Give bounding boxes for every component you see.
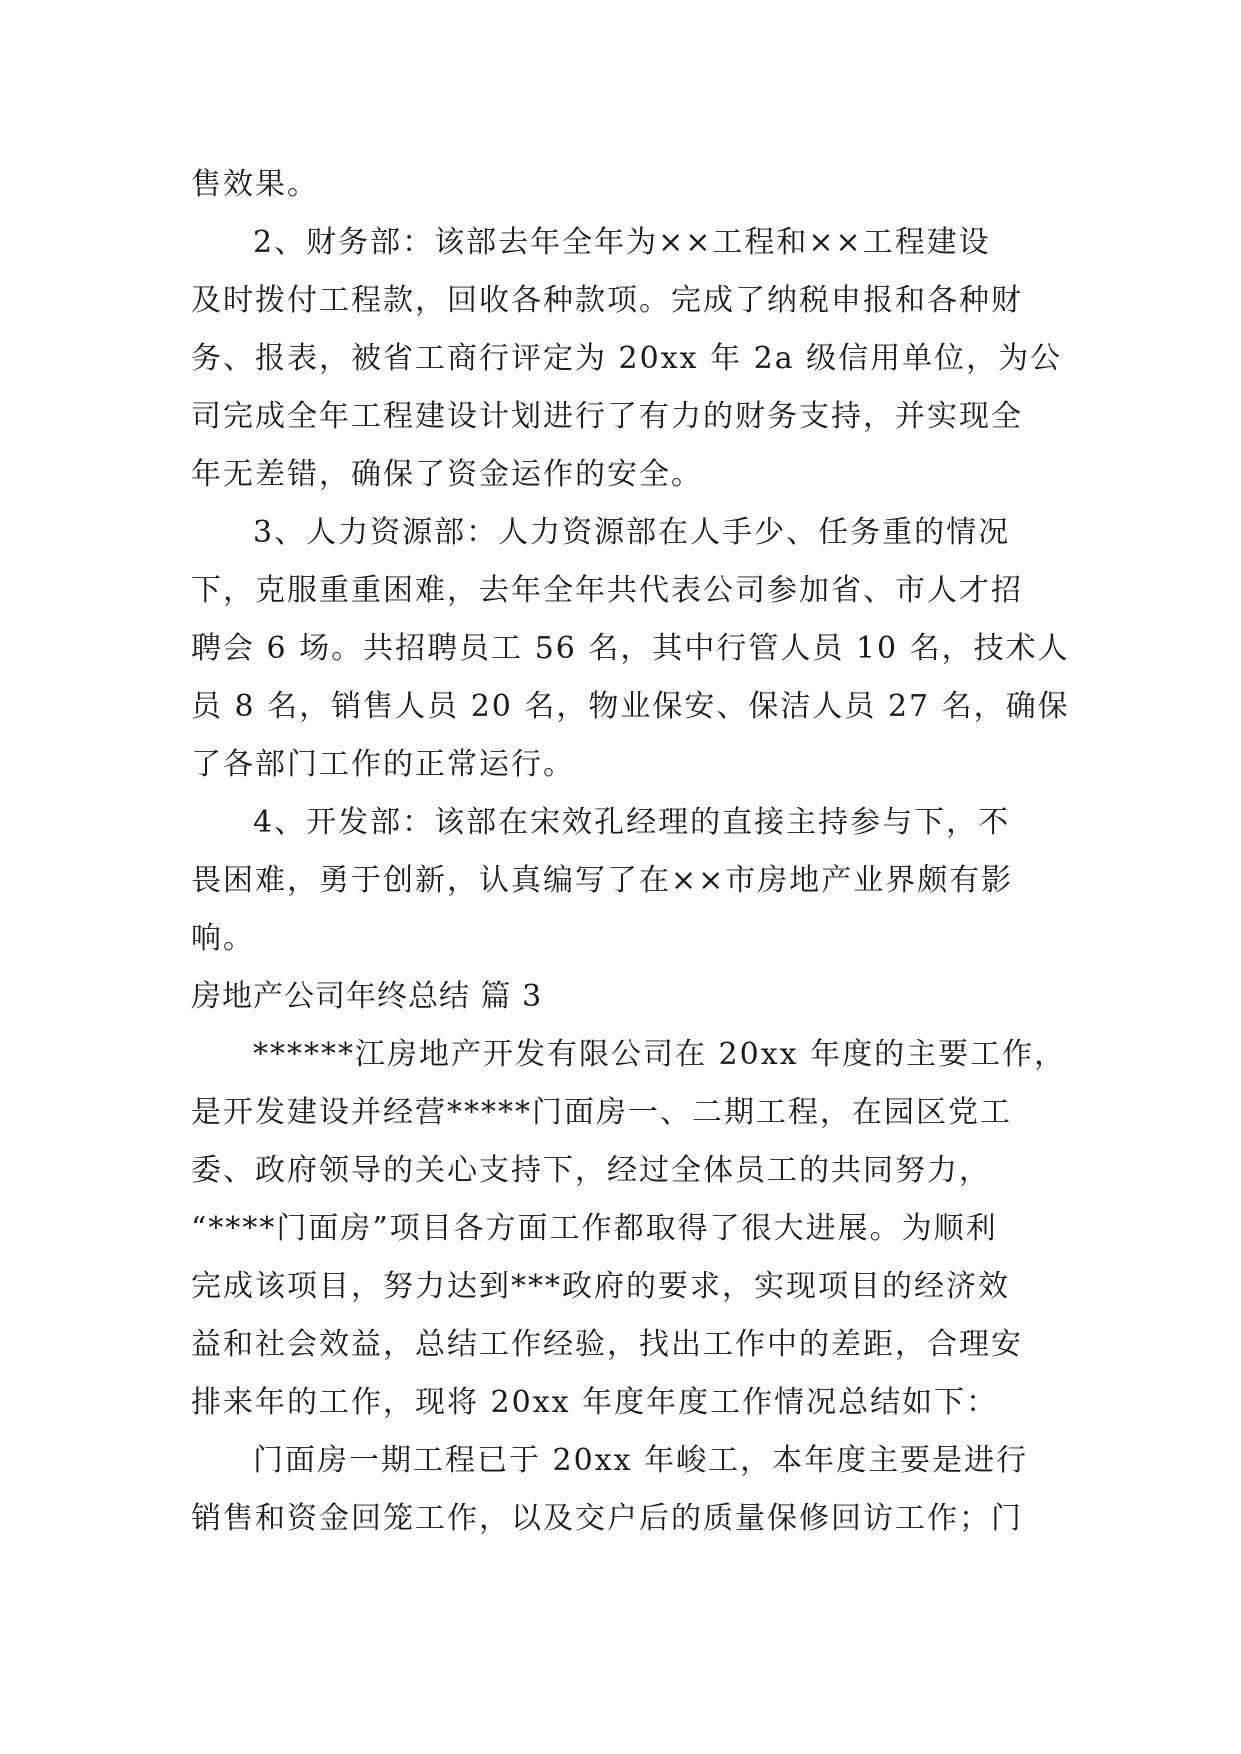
text-line: 了各部门工作的正常运行。 [191,747,575,782]
text-line: 聘会 6 场。共招聘员工 56 名，其中行管人员 10 名，技术人 [191,631,1070,666]
section-heading: 房地产公司年终总结 篇 3 [191,979,543,1014]
text-line: 响。 [191,921,255,956]
text-line: ******江房地产开发有限公司在 20xx 年度的主要工作， [253,1037,1067,1072]
text-line: 是开发建设并经营*****门面房一、二期工程，在园区党工 [191,1095,1012,1130]
text-line: 售效果。 [191,167,319,202]
text-line: 员 8 名，销售人员 20 名，物业保安、保洁人员 27 名，确保 [191,689,1070,724]
text-block-section-3 [191,1026,1067,1548]
text-line: 2、财务部：该部去年全年为××工程和××工程建设 [253,225,991,260]
text-line: 4、开发部：该部在宋效孔经理的直接主持参与下，不 [253,805,1011,840]
text-line: 3、人力资源部：人力资源部在人手少、任务重的情况 [253,515,1011,550]
text-block-departments [191,156,1070,968]
text-line: 门面房一期工程已于 20xx 年峻工，本年度主要是进行 [253,1443,1029,1478]
text-line: 畏困难，勇于创新，认真编写了在××市房地产业界颇有影 [191,863,1014,898]
text-line: 司完成全年工程建设计划进行了有力的财务支持，并实现全 [191,399,1023,434]
text-line: 益和社会效益，总结工作经验，找出工作中的差距，合理安 [191,1327,1023,1362]
text-line: “****门面房”项目各方面工作都取得了很大进展。为顺利 [191,1211,998,1246]
text-line: 销售和资金回笼工作，以及交户后的质量保修回访工作；门 [191,1501,1023,1536]
text-line: 完成该项目，努力达到***政府的要求，实现项目的经济效 [191,1269,1010,1304]
document-body [191,156,1070,1548]
text-line: 年无差错，确保了资金运作的安全。 [191,457,703,492]
text-line: 下，克服重重困难，去年全年共代表公司参加省、市人才招 [191,573,1023,608]
text-line: 务、报表，被省工商行评定为 20xx 年 2a 级信用单位，为公 [191,341,1063,376]
text-line: 及时拨付工程款，回收各种款项。完成了纳税申报和各种财 [191,283,1023,318]
text-line: 排来年的工作，现将 20xx 年度年度工作情况总结如下： [191,1385,999,1420]
text-line: 委、政府领导的关心支持下，经过全体员工的共同努力， [191,1153,991,1188]
